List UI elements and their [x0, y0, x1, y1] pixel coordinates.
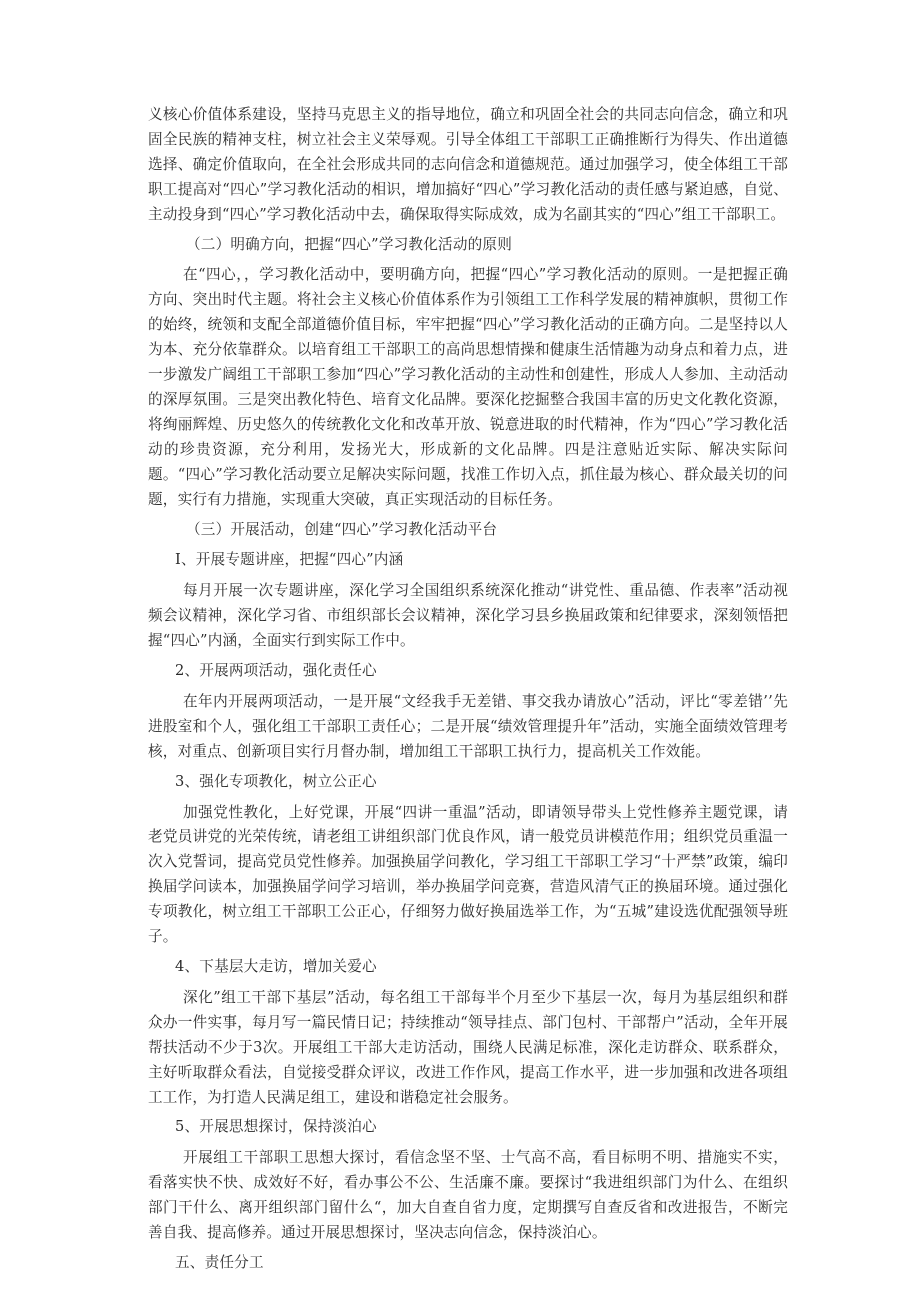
item-4-paragraph: 深化”组工干部下基层”活动，每名组工干部每半个月至少下基层一次，每月为基层组织和群众办一件实事，每月写一篇民情日记；持续推动“领导挂点、部门包村、干部帮户”活动，全年开展帮扶活动不少于3次。开展组工干部大走访活动，围绕人民满足标准，深化走访群众、联系群众，主好听取群众看法，自觉接受群众评议，改进工作作风，提高工作水平，进一步加强和改进各项组工工作，为打造人民满足组工，建设和谐稳定社会服务。	[148, 988, 788, 1106]
document-page	[148, 103, 788, 1282]
section-5-heading: 五、责任分工	[175, 1253, 264, 1271]
item-1-paragraph: 每月开展一次专题讲座，深化学习全国组织系统深化推动“讲党性、重品德、作表率”活动视频会议精神，深化学习省、市组织部长会议精神，深化学习县乡换届政策和纪律要求，深刻领悟把握“四心”内涵，全面实行到实际工作中。	[148, 582, 788, 650]
item-5-paragraph: 开展组工干部职工思想大探讨，看信念坚不坚、士气高不高，看目标明不明、措施实不实，看落实快不快、成效好不好，看办事公不公、生活廉不廉。要探讨“我进组织部门为什么、在组织部门干什么、离开组织部门留什么“，加大自查自省力度，定期撰写自查反省和改进报告，不断完善自我、提高修养。通过开展思想探讨，坚决志向信念，保持淡泊心。	[148, 1149, 788, 1242]
item-1-heading: I、开展专题讲座，把握“四心”内涵	[175, 551, 404, 569]
item-2-paragraph: 在年内开展两项活动，一是开展“文经我手无差错、事交我办请放心”活动，评比“零差错’’先进股室和个人，强化组工干部职工责任心；二是开展“绩效管理提升年”活动，实施全面绩效管理考核，对重点、创新项目实行月督办制，增加组工干部职工执行力，提高机关工作效能。	[148, 692, 788, 760]
item-3-paragraph: 加强党性教化，上好党课，开展“四讲一重温”活动，即请领导带头上党性修养主题党课，请老党员讲党的光荣传统，请老组工讲组织部门优良作风，请一般党员讲模范作用；组织党员重温一次入党誓词，提高党员党性修养。加强换届学问教化，学习组工干部职工学习“十严禁”政策，编印换届学问读本，加强换届学问学习培训，举办换届学问竞赛，营造风清气正的换届环境。通过强化专项教化，树立组工干部职工公正心，仔细努力做好换届选举工作，为“五城”建设选优配强领导班子。	[148, 803, 788, 946]
item-4-heading: 4、下基层大走访，增加关爱心	[175, 958, 377, 975]
section-2-paragraph: 在“四心，，学习教化活动中，要明确方向，把握“四心”学习教化活动的原则。一是把握正确方向、突出时代主题。将社会主义核心价值体系作为引领组工工作科学发展的精神旗帜，贯彻工作的始终，统领和支配全部道德价值目标，牢牢把握“四心”学习教化活动的正确方向。二是坚持以人为本、充分依靠群众。以培育组工干部职工的高尚思想情操和健康生活情趣为动身点和着力点，进一步激发广阔组工干部职工参加“四心”学习教化活动的主动性和创建性，形成人人参加、主动活动的深厚氛围。三是突出教化特色、培育文化品牌。要深化挖掘整合我国丰富的历史文化教化资源，将绚丽辉煌、历史悠久的传统教化文化和改革开放、锐意进取的时代精神，作为“四心”学习教化活动的珍贵资源，充分利用，发扬光大，形成新的文化品牌。四是注意贴近实际、解决实际问题。“四心”学习教化活动要立足解决实际问题，找准工作切入点，抓住最为核心、群众最关切的问题，实行有力措施，实现重大突破，真正实现活动的目标任务。	[148, 266, 788, 508]
item-3-heading: 3、强化专项教化，树立公正心	[175, 772, 377, 790]
item-5-heading: 5、开展思想探讨，保持淡泊心	[175, 1118, 377, 1136]
intro-paragraph: 义核心价值体系建设，坚持马克思主义的指导地位，确立和巩固全社会的共同志向信念，确立和巩固全民族的精神支柱，树立社会主义荣辱观。引导全体组工干部职工正确推断行为得失、作出道德选择、确定价值取向，在全社会形成共同的志向信念和道德规范。通过加强学习，使全体组工干部职工提高对“四心”学习教化活动的相识，增加搞好“四心”学习教化活动的责任感与紧迫感，自觉、主动投身到“四心”学习教化活动中去，确保取得实际成效，成为名副其实的“四心”组工干部职工。	[148, 106, 788, 223]
section-2-heading: （二）明确方向，把握“四心”学习教化活动的原则	[186, 235, 512, 253]
section-3-heading: （三）开展活动，创建“四心”学习教化活动平台	[186, 520, 498, 538]
item-2-heading: 2、开展两项活动，强化责任心	[175, 662, 377, 680]
